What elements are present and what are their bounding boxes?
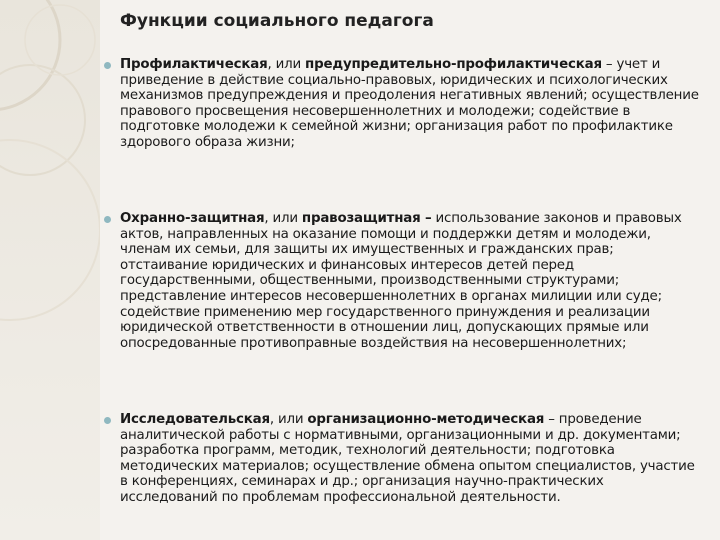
function-connector: , или	[264, 211, 302, 226]
decorative-sidebar	[0, 0, 100, 540]
function-item-preventive	[120, 57, 702, 151]
decorative-circles	[0, 0, 100, 540]
function-item-protective	[120, 211, 702, 351]
function-term: Охранно-защитная	[120, 211, 265, 226]
function-alt-term: организационно-методическая	[307, 412, 545, 427]
page-title: Функции социального педагога	[120, 11, 434, 31]
function-term: Профилактическая	[120, 57, 268, 72]
function-description: – учет и приведение в действие социально-правовых, юридических и психологических механизмов предупреждения и преодоления негативных явлений; осуществление правового просвещения несовершеннолетних и молодежи; содействие в подготовке молодежи к семейной жизни; организация работ по профилактике здорового образа жизни;	[120, 57, 699, 150]
bullet-icon	[104, 216, 111, 223]
function-description: – проведение аналитической работы с нормативными, организационными и др. документами; разработка программ, методик, технологий деятельности; подготовка методических материалов; осуществление обмена опытом специалистов, участие в конференциях, семинарах и др.; организация научно-практических исследований по проблемам профессиональной деятельности.	[120, 412, 695, 505]
function-description: использование законов и правовых актов, направленных на оказание помощи и поддержки детям и молодежи, членам их семьи, для защиты их имущественных и гражданских прав; отстаивание юридических и финансовых интересов детей перед государственными, общественными, производственными структурами; представление интересов несовершеннолетних в органах милиции или суде; содействие применению мер государственного принуждения и реализации юридической ответственности в отношении лиц, допускающих прямые или опосредованные противоправные воздействия на несовершеннолетних;	[120, 211, 682, 351]
function-alt-term: предупредительно-профилактическая	[305, 57, 602, 72]
function-item-research	[120, 412, 702, 506]
function-alt-term: правозащитная –	[301, 211, 432, 226]
bullet-icon	[104, 417, 111, 424]
function-term: Исследовательская	[120, 412, 270, 427]
function-connector: , или	[267, 57, 306, 72]
function-connector: , или	[269, 412, 308, 427]
bullet-icon	[104, 62, 111, 69]
